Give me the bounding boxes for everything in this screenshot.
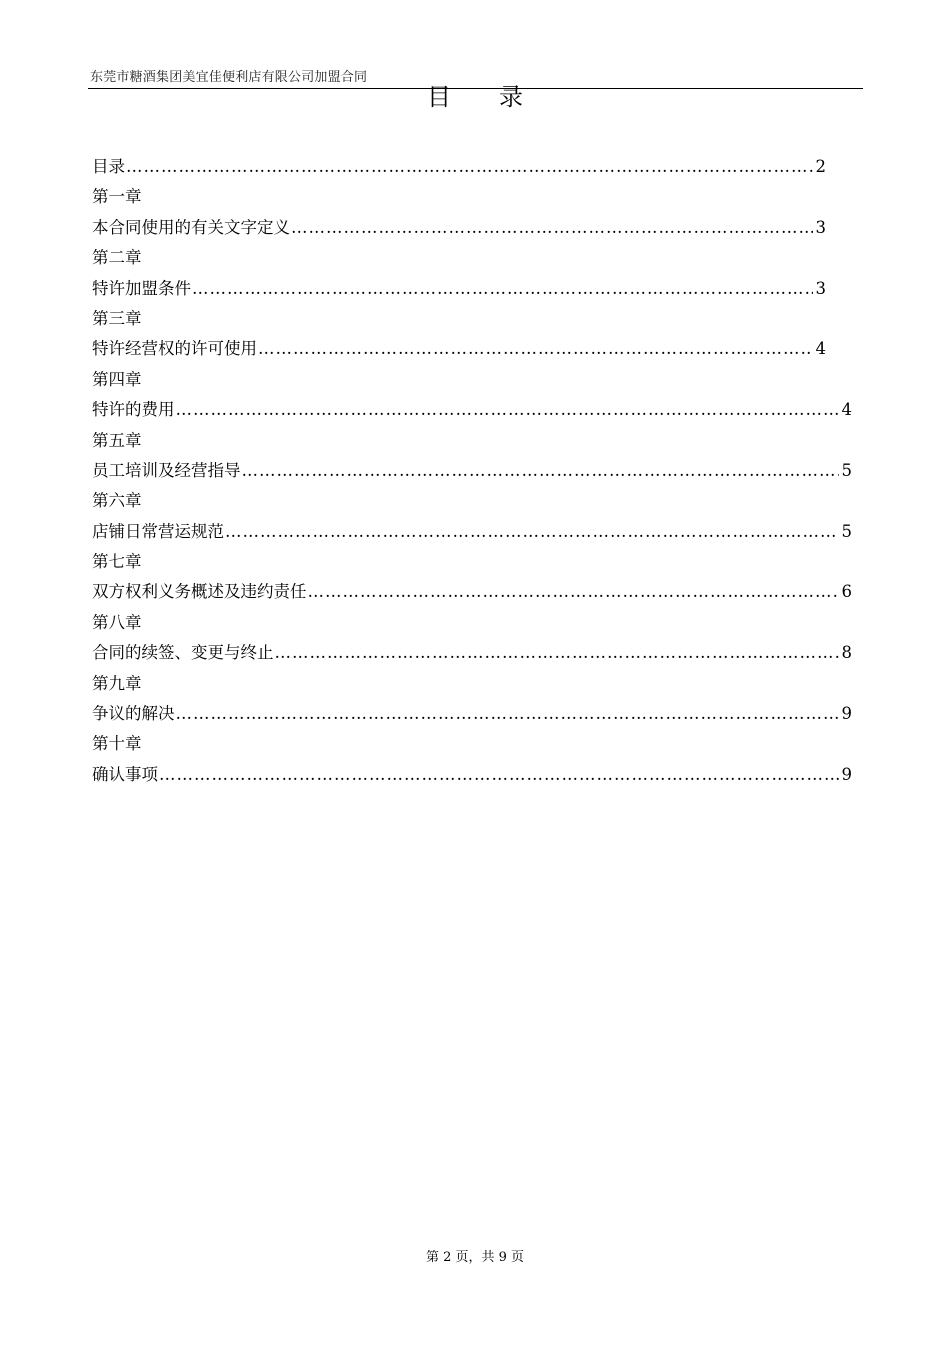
toc-chapter-heading xyxy=(92,612,852,642)
toc-entry[interactable] xyxy=(92,521,852,551)
toc-entry-page: 4 xyxy=(815,339,826,359)
toc-chapter-heading xyxy=(92,673,852,703)
toc-entry-label: 争议的解决 xyxy=(92,704,175,724)
running-header: 东莞市糖酒集团美宜佳便利店有限公司加盟合同 xyxy=(90,70,368,85)
toc-entry-page: 9 xyxy=(841,704,852,724)
toc-entry[interactable] xyxy=(92,278,826,308)
toc-entry-label: 特许经营权的许可使用 xyxy=(92,339,257,359)
toc-chapter-heading xyxy=(92,308,852,338)
toc-leader-dots xyxy=(258,338,813,360)
toc-entry[interactable] xyxy=(92,764,852,794)
toc-chapter-heading xyxy=(92,430,852,460)
toc-leader-dots xyxy=(159,764,839,786)
toc-leader-dots xyxy=(126,156,813,178)
toc-entry-label: 特许加盟条件 xyxy=(92,278,191,298)
toc-chapter-label: 第五章 xyxy=(92,430,142,450)
toc-chapter-label: 第十章 xyxy=(92,734,142,754)
toc-leader-dots xyxy=(176,703,839,725)
toc-chapter-label: 第一章 xyxy=(92,187,142,207)
toc-entry[interactable] xyxy=(92,581,852,611)
toc-entry[interactable] xyxy=(92,156,826,186)
toc-entry-label: 合同的续签、变更与终止 xyxy=(92,643,274,663)
toc-entry-label: 本合同使用的有关文字定义 xyxy=(92,217,290,237)
toc-chapter-label: 第二章 xyxy=(92,248,142,268)
toc-entry-page: 9 xyxy=(841,764,852,784)
toc-entry-page: 6 xyxy=(841,582,852,602)
toc-title: 目录 xyxy=(427,83,571,111)
toc-entry[interactable] xyxy=(92,460,852,490)
page-footer: 第 2 页，共 9 页 xyxy=(425,1250,525,1265)
toc-entry-page: 3 xyxy=(815,278,826,298)
toc-entry-page: 8 xyxy=(841,643,852,663)
toc-leader-dots xyxy=(275,642,839,664)
toc-entry[interactable] xyxy=(92,399,852,429)
toc-entry-label: 确认事项 xyxy=(92,764,158,784)
toc-entry-page: 5 xyxy=(841,460,852,480)
toc-leader-dots xyxy=(242,460,839,482)
toc-entry-label: 店铺日常营运规范 xyxy=(92,521,224,541)
toc-entry-label: 特许的费用 xyxy=(92,400,175,420)
toc-entry-label: 员工培训及经营指导 xyxy=(92,460,241,480)
toc-entry[interactable] xyxy=(92,338,826,368)
toc-chapter-heading xyxy=(92,186,852,216)
toc-chapter-heading xyxy=(92,369,852,399)
toc-leader-dots xyxy=(291,217,813,239)
toc-entry[interactable] xyxy=(92,703,852,733)
toc-entry-label: 目录 xyxy=(92,157,125,176)
toc-entry-page: 2 xyxy=(815,157,826,176)
toc-entry-page: 5 xyxy=(841,521,852,541)
toc-leader-dots xyxy=(225,521,839,543)
toc-chapter-label: 第八章 xyxy=(92,612,142,632)
toc-chapter-heading xyxy=(92,551,852,581)
toc-chapter-label: 第六章 xyxy=(92,491,142,511)
toc-entry-page: 4 xyxy=(841,400,852,420)
toc-chapter-label: 第七章 xyxy=(92,552,142,572)
toc-leader-dots xyxy=(192,278,813,300)
toc-entry-page: 3 xyxy=(815,217,826,237)
toc-chapter-label: 第九章 xyxy=(92,673,142,693)
toc-chapter-label: 第四章 xyxy=(92,369,142,389)
toc-chapter-heading xyxy=(92,490,852,520)
toc-entry-label: 双方权利义务概述及违约责任 xyxy=(92,582,307,602)
toc-leader-dots xyxy=(176,399,839,421)
toc-chapter-heading xyxy=(92,247,852,277)
toc-chapter-heading xyxy=(92,733,852,763)
toc-chapter-label: 第三章 xyxy=(92,308,142,328)
toc-leader-dots xyxy=(308,581,839,603)
toc-entry[interactable] xyxy=(92,642,852,672)
table-of-contents xyxy=(92,156,852,794)
toc-entry[interactable] xyxy=(92,217,826,247)
